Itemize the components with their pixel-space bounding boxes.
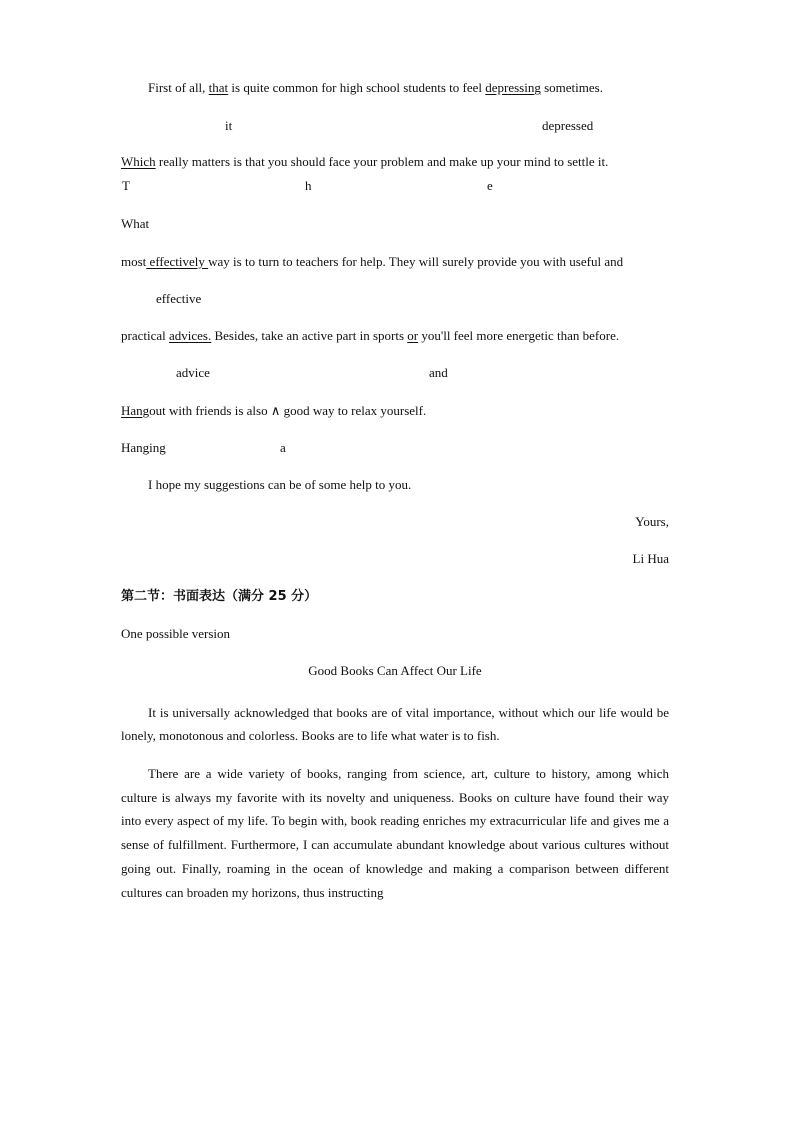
text: most — [121, 254, 147, 269]
closing-line: I hope my suggestions can be of some help to you. — [148, 477, 412, 492]
correction-line-2 — [121, 154, 608, 170]
essay-paragraph-1: It is universally acknowledged that books are of vital importance, without which our life would be lonely, monotonous and colorless. Books are to life what water is to fish. — [121, 705, 669, 743]
stray-h: h — [305, 178, 312, 193]
version-label: One possible version — [121, 626, 231, 641]
text: way is to turn to teachers for help. They will surely provide you with useful and — [208, 254, 624, 269]
essay-title: Good Books Can Affect Our Life — [308, 663, 482, 678]
essay-paragraph-2: There are a wide variety of books, ranging from science, art, culture to history, among which culture is always my favorite with its novelty and uniqueness. Books on culture have found their way into every aspect of my life. To begin with, book reading enriches my extracurricular life and gives me a sense of fulfillment. Furthermore, I can accumulate abundant knowledge about various cultures without going out. Finally, roaming in the ocean of knowledge and making a comparison between different cultures can broaden my horizons, thus instructing — [121, 766, 669, 900]
fix-depressed: depressed — [542, 118, 594, 133]
text: out with friends is also ∧ good way to relax yourself. — [149, 403, 427, 418]
error-that: that — [208, 80, 229, 95]
fix-what: What — [121, 216, 150, 231]
section-heading: 第二节：书面表达（满分 25 分） — [121, 589, 318, 604]
signature: Li Hua — [632, 551, 669, 566]
text: is quite common for high school students to feel — [228, 80, 486, 95]
fix-it: it — [225, 118, 233, 133]
fix-a: a — [280, 440, 286, 455]
fix-advice: advice — [176, 365, 210, 380]
error-hang: Hang — [121, 403, 150, 418]
text: you'll feel more energetic than before. — [418, 328, 620, 343]
text: practical — [121, 328, 169, 343]
error-depressing: depressing — [485, 80, 541, 95]
fix-hanging: Hanging — [121, 440, 166, 455]
correction-line-3 — [121, 254, 623, 270]
text: really matters is that you should face your problem and make up your mind to settle it. — [155, 154, 609, 169]
error-advices: advices. — [169, 328, 212, 343]
error-effectively: effectively — [146, 254, 209, 269]
closing-yours: Yours, — [635, 514, 669, 529]
text: First of all, — [148, 80, 209, 95]
error-which: Which — [121, 154, 156, 169]
text: Besides, take an active part in sports — [211, 328, 408, 343]
stray-t: T — [122, 178, 130, 193]
correction-line-4 — [121, 328, 619, 344]
fix-and: and — [429, 365, 448, 380]
stray-e: e — [487, 178, 493, 193]
correction-line-1 — [148, 80, 670, 96]
text: sometimes. — [540, 80, 603, 95]
correction-line-5 — [121, 403, 426, 419]
error-or: or — [407, 328, 419, 343]
fix-effective: effective — [156, 291, 202, 306]
